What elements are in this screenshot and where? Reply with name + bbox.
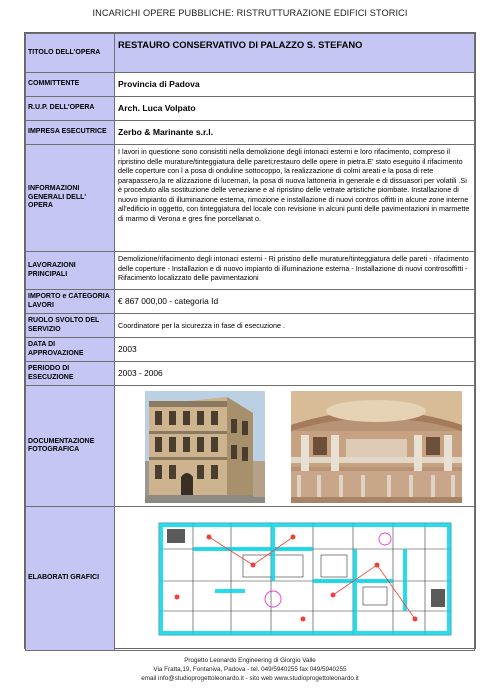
row-rup — [26, 97, 475, 121]
label-documentazione: DOCUMENTAZIONE FOTOGRAFICA — [26, 386, 115, 507]
project-sheet — [24, 32, 476, 649]
value-lavorazioni: Demolizione/rifacimento degli intonaci esterni - Ri pristino delle murature/tinteggiatura delle pareti - rifacimento delle coperture - Installazion e di nuovo impianto di illuminazione esterna - Installazione di nuovi controsoffitti - Rifacimento localizzato delle pavimentazioni — [115, 252, 475, 290]
row-data — [26, 338, 475, 362]
interior-hall-photo — [291, 391, 462, 503]
label-titolo: TITOLO DELL'OPERA — [26, 34, 115, 73]
label-committente: COMMITTENTE — [26, 73, 115, 97]
value-impresa: Zerbo & Marinante s.r.l. — [115, 121, 475, 145]
value-importo: € 867 000,00 - categoria Id — [115, 290, 475, 314]
row-informazioni — [26, 145, 475, 252]
label-periodo: PERIODO DI ESECUZIONE — [26, 362, 115, 386]
value-documentazione — [115, 386, 475, 507]
footer-contacts: email info@studioprogettoleonardo.it - sito web www.studioprogettoleonardo.it — [141, 675, 359, 683]
row-importo — [26, 290, 475, 314]
value-titolo: RESTAURO CONSERVATIVO DI PALAZZO S. STEFANO — [115, 34, 475, 73]
footer-company: Progetto Leonardo Engineering di Giorgio Valle — [184, 657, 316, 664]
row-documentazione — [26, 386, 475, 507]
label-impresa: IMPRESA ESECUTRICE — [26, 121, 115, 145]
page-header: INCARICHI OPERE PUBBLICHE: RISTRUTTURAZIONE EDIFICI STORICI — [92, 8, 408, 18]
page-footer — [0, 656, 500, 683]
floor-plan-drawing — [153, 519, 462, 641]
label-rup: R.U.P. DELL'OPERA — [26, 97, 115, 121]
row-periodo — [26, 362, 475, 386]
value-elaborati — [115, 507, 475, 651]
label-elaborati: ELABORATI GRAFICI — [26, 507, 115, 651]
label-informazioni: INFORMAZIONI GENERALI DELL' OPERA — [26, 145, 115, 252]
footer-address: Via Fratta,19, Fontaniva, Padova - tel. 049/5940255 fax 049/5940255 — [153, 666, 347, 674]
photo-gallery — [115, 387, 474, 505]
label-data: DATA DI APPROVAZIONE — [26, 338, 115, 362]
row-committente — [26, 73, 475, 97]
label-ruolo: RUOLO SVOLTO DEL SERVIZIO — [26, 314, 115, 338]
label-importo: IMPORTO e CATEGORIA LAVORI — [26, 290, 115, 314]
row-lavorazioni — [26, 252, 475, 290]
drawings-area — [115, 516, 474, 642]
row-titolo — [26, 34, 475, 73]
building-exterior-photo — [145, 391, 265, 503]
row-ruolo — [26, 314, 475, 338]
row-impresa — [26, 121, 475, 145]
value-informazioni: I lavori in questione sono consistiti nella demolizione degli intonaci esterni e loro rifacimento, compreso il ripristino delle murature/tinteggiatura delle pareti;restauro delle opere in pietra.E' stato eseguito il rifacimento delle coperture con l a posa di onduline sottocoppo, la realizzazione di colmi areati e la posa di rete parapassero,la re alizzazione di lucernari, la posa di nuova lattoneria in generale e di dissuasori per volatili .Si è proceduto alla sostituzione delle veneziane e al ripristino delle vetrate artistiche piombate. Installazione di nuovo impianto di illuminazione esterna, rimozione e installazione di nuovi contros offitti in alcune zone interne all'edificio in oggetto, con tinteggiatura del locale con revisione in alcuni punti delle pavimentazioni in marmette di marmo di Verona e gres fine porcellanat o. — [115, 145, 475, 252]
row-elaborati — [26, 507, 475, 651]
value-ruolo: Coordinatore per la sicurezza in fase di esecuzione . — [115, 314, 475, 338]
value-rup: Arch. Luca Volpato — [115, 97, 475, 121]
value-data: 2003 — [115, 338, 475, 362]
label-lavorazioni: LAVORAZIONI PRINCIPALI — [26, 252, 115, 290]
project-table — [25, 33, 475, 651]
value-periodo: 2003 - 2006 — [115, 362, 475, 386]
value-committente: Provincia di Padova — [115, 73, 475, 97]
